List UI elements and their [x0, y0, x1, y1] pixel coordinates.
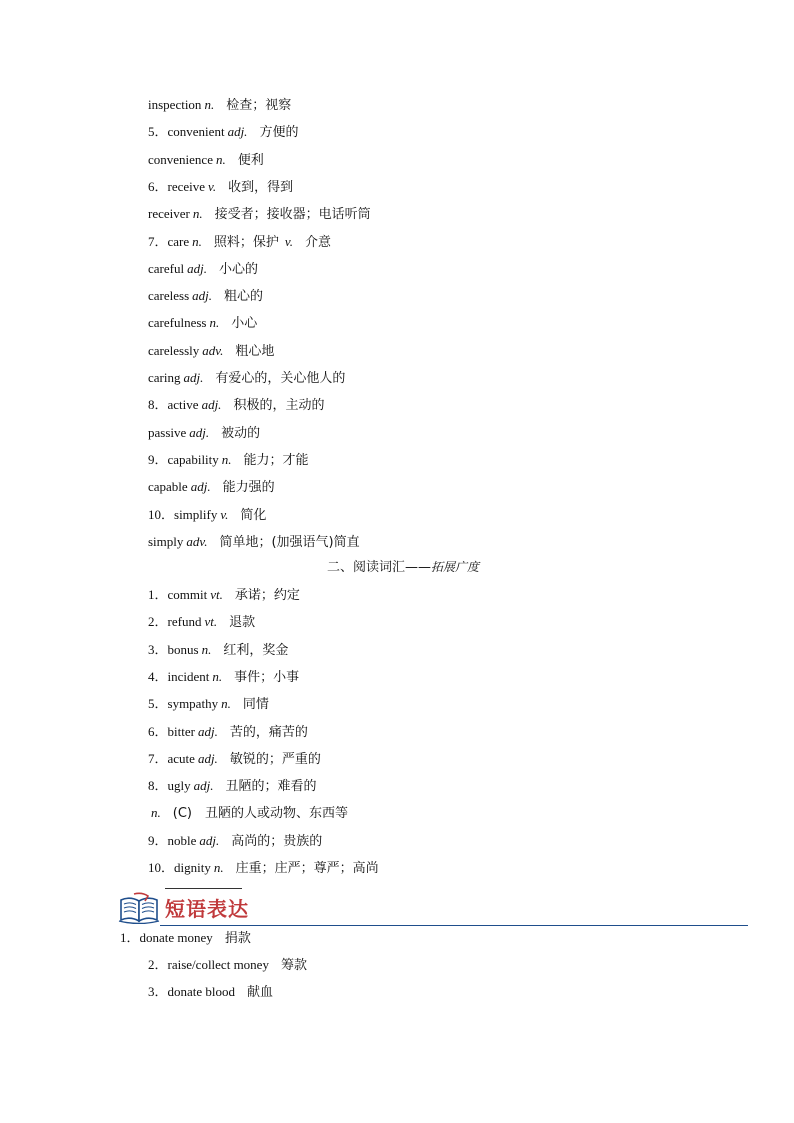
entry-word: bitter: [167, 723, 195, 739]
reading-heading-sub: 拓展广度: [431, 560, 480, 574]
entry-number: 7．: [148, 750, 168, 766]
entry-pos: n.: [221, 451, 232, 467]
entry-pos: n.: [204, 97, 215, 112]
reading-heading-main: 二、阅读词汇——: [327, 560, 432, 575]
entry-word: incident: [167, 668, 210, 684]
entry-meaning: 退款: [229, 615, 256, 631]
entry-number: 8．: [148, 778, 168, 794]
entry-word: carelessly: [148, 342, 200, 358]
phrase-meaning: 筹款: [280, 958, 307, 973]
vocab-entry: [148, 260, 258, 279]
entry-meaning: 事件；小事: [234, 669, 300, 685]
entry-meaning: 粗心地: [235, 343, 275, 359]
vocab-entry: [148, 123, 298, 142]
entry-extra-pos: v.: [284, 233, 293, 249]
phrase-meaning: 献血: [247, 985, 274, 1000]
vocab-entry: [148, 586, 300, 605]
entry-pos: adj.: [227, 124, 248, 140]
entry-meaning: 粗心的: [224, 289, 264, 305]
entry-word: receive: [167, 178, 206, 194]
entry-word: acute: [167, 750, 195, 766]
entry-meaning: (C) 丑陋的人或动物、东西等: [172, 806, 348, 822]
entry-word: care: [167, 233, 190, 249]
phrase-number: 1．: [120, 930, 140, 945]
entry-meaning: 检查；视察: [226, 98, 292, 113]
entry-pos: n.: [215, 151, 226, 167]
vocab-entry: [148, 287, 263, 306]
entry-pos: n.: [213, 860, 224, 875]
entry-word: capable: [148, 479, 188, 495]
entry-number: 4．: [148, 668, 168, 684]
entry-pos: v.: [220, 506, 229, 522]
section-rule: [160, 925, 748, 926]
entry-pos: n.: [221, 696, 231, 712]
entry-number: 9．: [148, 451, 168, 467]
entry-number: 5．: [148, 696, 168, 712]
entry-meaning: 便利: [237, 152, 264, 168]
vocab-entry: [148, 233, 331, 252]
entry-number: 6．: [148, 178, 168, 194]
vocab-entry: [148, 832, 322, 851]
entry-meaning: 接受者；接收器；电话听筒: [214, 207, 371, 223]
entry-pos: v.: [208, 178, 217, 194]
section-top-line: [165, 888, 242, 889]
phrase-text: raise/collect money: [167, 957, 269, 972]
entry-extra-meaning: 介意: [304, 234, 331, 250]
reading-vocab-heading: [327, 558, 479, 577]
entry-word: noble: [167, 832, 197, 848]
entry-word: simply: [148, 533, 184, 549]
entry-meaning: 照料；保护: [213, 234, 279, 250]
entry-word: convenience: [148, 151, 213, 167]
entry-pos: n.: [192, 206, 203, 222]
vocab-entry: [148, 424, 260, 443]
entry-pos: adj.: [197, 723, 218, 739]
entry-number: 9．: [148, 832, 168, 848]
entry-word: dignity: [174, 860, 211, 875]
entry-meaning: 有爱心的，关心他人的: [215, 371, 346, 386]
vocab-entry: [148, 396, 324, 415]
vocab-entry: [148, 750, 321, 769]
entry-word: careless: [148, 288, 190, 304]
vocab-entry: [148, 342, 274, 361]
entry-pos: adj.: [199, 832, 220, 848]
entry-pos: adj.: [187, 260, 207, 276]
vocab-entry: [148, 777, 317, 796]
vocab-entry: [148, 451, 309, 470]
phrase-number: 3．: [148, 984, 168, 999]
entry-meaning: 能力强的: [222, 480, 275, 496]
entry-number: 7．: [148, 233, 168, 249]
entry-word: bonus: [167, 641, 199, 657]
entry-word: careful: [148, 260, 185, 276]
entry-word: receiver: [148, 206, 190, 222]
phrase-entry: [148, 983, 273, 1002]
entry-word: refund: [167, 614, 202, 630]
entry-number: 6．: [148, 723, 168, 739]
vocab-entry: [148, 668, 299, 687]
entry-meaning: 简化: [240, 507, 267, 523]
vocab-entry: [148, 804, 348, 823]
vocab-entry: [148, 478, 275, 497]
section-title-phrases: 短语表达: [165, 897, 249, 921]
entry-number: 2．: [148, 614, 168, 630]
phrase-text: donate money: [139, 930, 213, 945]
vocab-entry: [148, 96, 291, 115]
entry-meaning: 积极的，主动的: [233, 398, 325, 414]
entry-word: active: [167, 397, 199, 413]
entry-meaning: 收到，得到: [228, 179, 294, 195]
vocab-entry: [148, 533, 360, 552]
entry-number: 8．: [148, 397, 168, 413]
entry-pos: adj.: [201, 397, 222, 413]
vocab-entry: [148, 314, 257, 333]
vocab-entry: [148, 205, 371, 224]
entry-number: 1．: [148, 587, 168, 602]
entry-pos: n.: [212, 668, 223, 684]
phrase-meaning: 捐款: [224, 931, 251, 946]
vocab-entry: [148, 723, 308, 742]
entry-word: capability: [167, 451, 219, 467]
entry-meaning: 丑陋的；难看的: [225, 779, 317, 795]
phrase-entry: [148, 956, 307, 975]
entry-word: carefulness: [148, 315, 207, 331]
entry-pos: adj.: [192, 288, 213, 304]
entry-pos: vt.: [204, 614, 218, 630]
phrase-number: 2．: [148, 957, 168, 972]
phrase-entry: [120, 929, 251, 948]
entry-meaning: 方便的: [259, 125, 299, 141]
vocab-entry: [148, 695, 269, 714]
vocab-entry: [148, 613, 255, 632]
entry-word: inspection: [148, 97, 202, 112]
book-icon: [118, 892, 160, 924]
entry-pos: n.: [201, 641, 212, 657]
entry-meaning: 高尚的；贵族的: [231, 833, 323, 849]
vocab-entry: [148, 641, 288, 660]
vocab-entry: [148, 151, 264, 170]
entry-meaning: 庄重；庄严；尊严；高尚: [235, 861, 379, 876]
entry-meaning: 简单地；(加强语气)简直: [219, 534, 360, 550]
entry-word: commit: [167, 587, 208, 602]
entry-word: sympathy: [167, 696, 219, 712]
entry-word: ugly: [167, 778, 191, 794]
entry-number: 3．: [148, 641, 168, 657]
entry-pos: adj.: [189, 424, 210, 440]
entry-pos: adv.: [186, 533, 208, 549]
entry-meaning: 小心: [231, 316, 258, 332]
entry-pos: adj.: [193, 778, 214, 794]
entry-pos: n.: [209, 315, 220, 331]
entry-pos: adj.: [197, 750, 218, 766]
entry-meaning: 红利，奖金: [223, 642, 289, 658]
entry-pos: n.: [151, 805, 161, 821]
entry-word: caring: [148, 370, 181, 385]
vocab-entry: [148, 506, 266, 525]
vocab-entry: [148, 178, 293, 197]
entry-number: 5．: [148, 124, 168, 140]
entry-word: convenient: [167, 124, 225, 140]
entry-meaning: 同情: [242, 697, 269, 713]
vocab-entry: [148, 369, 345, 388]
entry-meaning: 小心的: [218, 261, 258, 277]
entry-pos: adj.: [183, 370, 204, 385]
entry-pos: vt.: [210, 587, 223, 602]
entry-pos: adv.: [202, 342, 224, 358]
entry-pos: n.: [192, 233, 202, 249]
entry-pos: adj.: [190, 479, 211, 495]
entry-number: 10．: [148, 506, 175, 522]
entry-word: passive: [148, 424, 187, 440]
phrase-text: donate blood: [167, 984, 236, 999]
entry-meaning: 能力；才能: [243, 452, 309, 468]
entry-meaning: 苦的，痛苦的: [229, 724, 308, 740]
entry-meaning: 敏锐的；严重的: [229, 751, 321, 767]
entry-meaning: 承诺；约定: [234, 588, 300, 603]
entry-meaning: 被动的: [221, 425, 261, 441]
vocab-entry: [148, 859, 379, 878]
entry-number: 10．: [148, 860, 175, 875]
entry-word: simplify: [174, 506, 218, 522]
